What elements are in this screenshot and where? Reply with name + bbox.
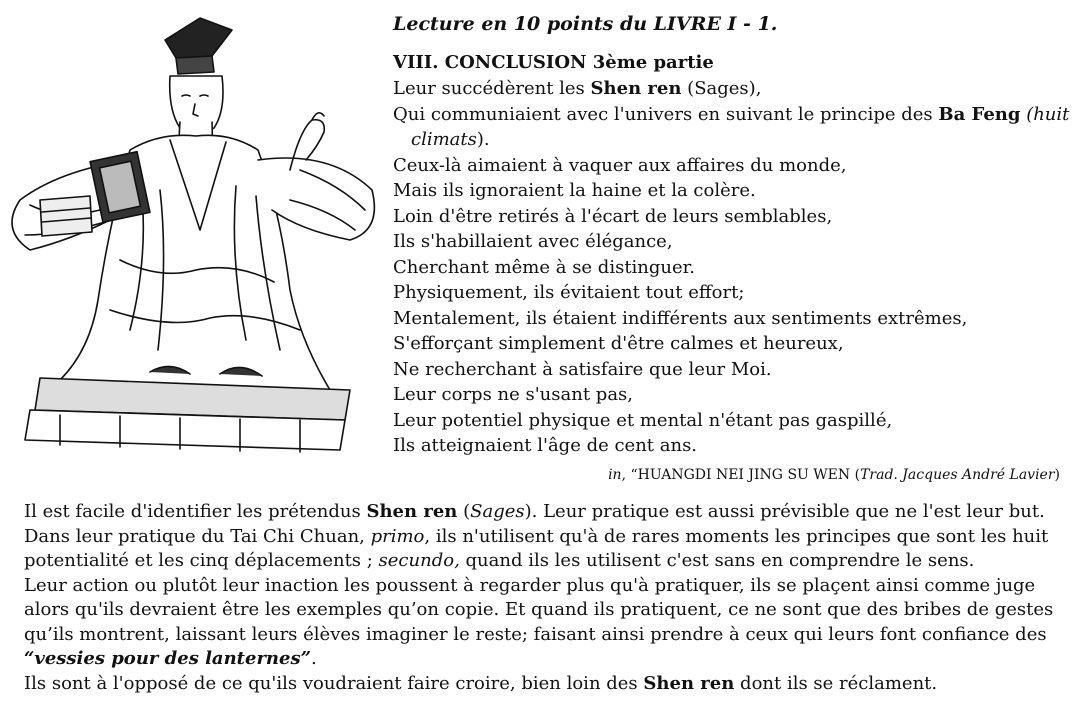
commentary-italic: Sages xyxy=(470,501,525,522)
poem-line-3: Ceux-là aimaient à vaquer aux affaires du monde, xyxy=(393,154,847,176)
sage-illustration xyxy=(0,0,382,460)
commentary-paragraph-4 xyxy=(24,672,1064,697)
commentary-text xyxy=(24,500,1064,696)
commentary-span: ( xyxy=(457,501,471,522)
poem-line-4: Mais ils ignoraient la haine et la colère. xyxy=(393,180,756,201)
citation-prefix: in xyxy=(608,467,622,483)
poem-italic: climats xyxy=(411,129,477,150)
citation-translator: Trad. Jacques André Lavier xyxy=(860,467,1055,483)
poem-emphasis: Shen ren xyxy=(590,78,682,99)
poem-emphasis: Ba Feng xyxy=(938,103,1021,125)
commentary-span: ). Leur pratique est aussi prévisible que ne l'est leur but. xyxy=(524,501,1045,522)
commentary-paragraph-2 xyxy=(24,525,1064,574)
poem-text: Leur succédèrent les xyxy=(393,78,591,99)
poem-line-9: Mentalement, ils étaient indifférents aux sentiments extrêmes, xyxy=(393,307,968,329)
poem-line-5: Loin d'être retirés à l'écart de leurs semblables, xyxy=(393,205,833,227)
section-title: VIII. CONCLUSION 3ème partie xyxy=(393,52,714,73)
poem-line-13: Leur potentiel physique et mental n'étant pas gaspillé, xyxy=(393,409,893,431)
commentary-italic: secundo, xyxy=(378,550,460,571)
commentary-span: . xyxy=(310,648,317,669)
poem-column xyxy=(393,10,1073,459)
poem-line-6: Ils s'habillaient avec élégance, xyxy=(393,231,673,252)
poem-italic: (huit xyxy=(1020,103,1070,125)
poem-line-10: S'efforçant simplement d'être calmes et heureux, xyxy=(393,333,844,354)
poem-line-11: Ne recherchant à satisfaire que leur Moi. xyxy=(393,358,772,380)
commentary-paragraph-3 xyxy=(24,574,1064,672)
commentary-emphasis: Shen ren xyxy=(643,672,735,694)
commentary-quote: “vessies pour des lanternes” xyxy=(24,648,311,669)
poem-text: Qui communiaient avec l'univers en suivant le principe des xyxy=(393,103,939,125)
poem-line-2-cont xyxy=(393,127,1073,153)
source-citation xyxy=(608,465,1060,485)
commentary-paragraph-1 xyxy=(24,500,1064,525)
commentary-span: Leur action ou plutôt leur inaction les poussent à regarder plus qu'à pratiquer, ils se plaçent ainsi comme juge alors qu'ils devraient être les exemples qu’on copie. Et quand ils pratiquent, ce ne sont que des bribes de gestes qu’ils montrent, laissant leurs élèves imaginer le reste; faisant ainsi prendre à ceux qui leurs font confiance des xyxy=(24,574,1054,645)
poem-line-14: Ils atteignaient l'âge de cent ans. xyxy=(393,435,698,456)
poem-line-12: Leur corps ne s'usant pas, xyxy=(393,384,634,405)
page-heading: Lecture en 10 points du LIVRE I - 1. xyxy=(393,13,778,35)
commentary-span: , ils n'utilisent qu'à de rares moments les principes que sont les huit potentialité et les cinq déplacements ; xyxy=(24,525,1049,571)
commentary-span: Dans leur pratique du Tai Chi Chuan, xyxy=(24,525,371,547)
citation-suffix: ) xyxy=(1054,467,1060,483)
poem-line-8: Physiquement, ils évitaient tout effort; xyxy=(393,282,745,303)
commentary-span: quand ils les utilisent c'est sans en comprendre le sens. xyxy=(459,550,975,571)
commentary-span: Ils sont à l'opposé de ce qu'ils voudraient faire croire, bien loin des xyxy=(24,672,644,694)
poem-text: ). xyxy=(476,129,490,150)
commentary-span: dont ils se réclament. xyxy=(734,672,938,694)
poem-text: (Sages), xyxy=(681,78,762,99)
commentary-emphasis: Shen ren xyxy=(366,501,458,522)
poem-line-1 xyxy=(393,76,1073,102)
commentary-span: Il est facile d'identifier les prétendus xyxy=(24,501,367,522)
poem-line-2 xyxy=(393,102,1073,128)
citation-source: , “HUANGDI NEI JING SU WEN ( xyxy=(621,467,861,483)
commentary-italic: primo xyxy=(370,525,425,547)
poem-line-7: Cherchant même à se distinguer. xyxy=(393,256,696,278)
